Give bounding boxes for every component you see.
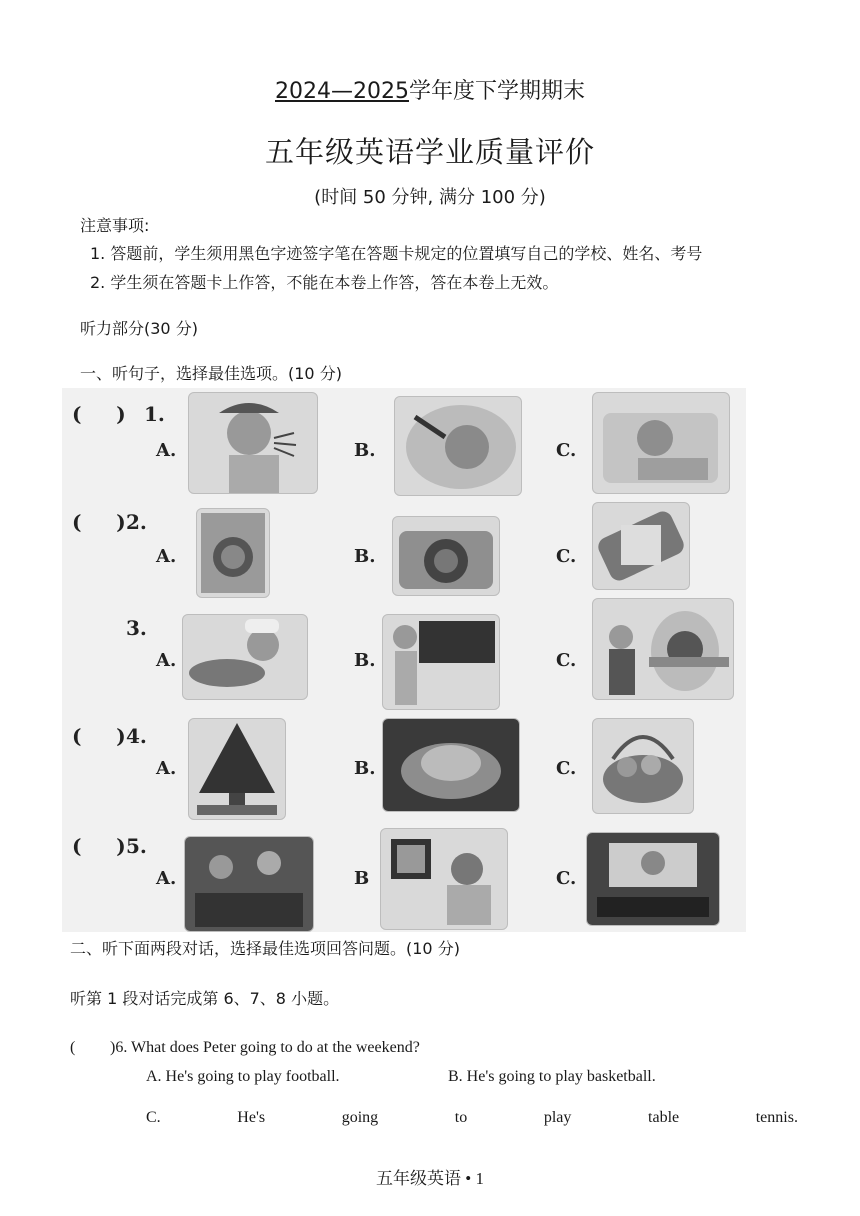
watch-picture <box>592 502 690 590</box>
option-a-label: A. <box>156 546 177 567</box>
term-label: 学年度下学期期末 <box>408 79 585 104</box>
question-number: 3. <box>126 616 147 640</box>
question-6-option-a: A. He's going to play football. <box>146 1068 340 1085</box>
exam-year-line <box>0 74 860 105</box>
note-item-2: 2. 学生须在答题卡上作答，不能在本卷上作答，答在本卷上无效。 <box>90 273 559 292</box>
christmas-tree-picture <box>188 718 286 820</box>
part-one-instructions: 一、听句子，选择最佳选项。(10 分) <box>80 364 342 383</box>
option-c-label: C. <box>556 868 577 889</box>
notes-title: 注意事项: <box>80 216 150 235</box>
camera-picture <box>392 516 500 596</box>
option-c-word: to <box>454 1109 468 1126</box>
hurt-boy-picture <box>394 396 522 496</box>
part-two-instructions: 二、听下面两段对话，选择最佳选项回答问题。(10 分) <box>70 939 460 958</box>
option-b-label: B. <box>354 758 376 779</box>
sick-girl-in-bed-picture <box>592 392 730 494</box>
answer-bracket: ( ) <box>72 724 126 748</box>
option-c-word: play <box>543 1109 572 1126</box>
option-b-label: B. <box>354 440 376 461</box>
option-a-label: A. <box>156 440 177 461</box>
question-6-option-c <box>146 1109 798 1127</box>
boy-watching-tv-picture <box>380 828 508 930</box>
pilot-with-plane-picture <box>592 598 734 700</box>
answer-bracket: ( ) <box>72 834 126 858</box>
option-c-word: going <box>341 1109 379 1126</box>
question-6-option-b: B. He's going to play basketball. <box>448 1068 656 1085</box>
school-year: 2024—2025 <box>275 79 409 104</box>
washing-machine-picture <box>196 508 270 598</box>
option-a-label: A. <box>156 650 177 671</box>
fruit-basket-picture <box>592 718 694 814</box>
answer-bracket: ( ) <box>72 402 126 426</box>
answer-bracket: ( ) <box>72 510 126 534</box>
question-number: 1. <box>144 402 165 426</box>
option-c-word: tennis. <box>755 1109 798 1126</box>
option-c-word: table <box>648 1109 680 1126</box>
page-title: 五年级英语学业质量评价 <box>264 135 595 169</box>
option-c-label: C. <box>556 440 577 461</box>
question-6 <box>70 1039 420 1057</box>
option-a-label: A. <box>156 758 177 779</box>
listening-section-title: 听力部分(30 分) <box>80 319 198 338</box>
sneezing-girl-picture <box>188 392 318 494</box>
option-c-label: C. <box>556 650 577 671</box>
turkey-dinner-picture <box>382 718 520 812</box>
option-b-label: B <box>354 868 370 889</box>
exam-duration: (时间 50 分钟, 满分 100 分) <box>314 187 546 208</box>
cook-with-pizza-picture <box>182 614 308 700</box>
option-c-label: C. <box>556 546 577 567</box>
note-item-1: 1. 答题前，学生须用黑色字迹签字笔在答题卡规定的位置填写自己的学校、姓名、考号 <box>90 244 703 263</box>
answer-bracket: ( <box>70 1039 76 1056</box>
option-b-label: B. <box>354 650 376 671</box>
picture-questions-panel <box>62 388 746 932</box>
teacher-at-blackboard-picture <box>382 614 500 710</box>
option-c-label: C. <box>556 758 577 779</box>
page-footer: 五年级英语 • 1 <box>376 1169 484 1188</box>
question-number: 5. <box>126 834 147 858</box>
people-outdoors-picture <box>184 836 314 932</box>
question-6-text: )6. What does Peter going to do at the weekend? <box>110 1039 420 1056</box>
cinema-screen-picture <box>586 832 720 926</box>
option-c-word: C. <box>146 1109 161 1126</box>
question-number: 4. <box>126 724 147 748</box>
option-a-label: A. <box>156 868 177 889</box>
dialogue-one-instructions: 听第 1 段对话完成第 6、7、8 小题。 <box>70 989 340 1008</box>
option-c-word: He's <box>237 1109 266 1126</box>
question-number: 2. <box>126 510 147 534</box>
option-b-label: B. <box>354 546 376 567</box>
